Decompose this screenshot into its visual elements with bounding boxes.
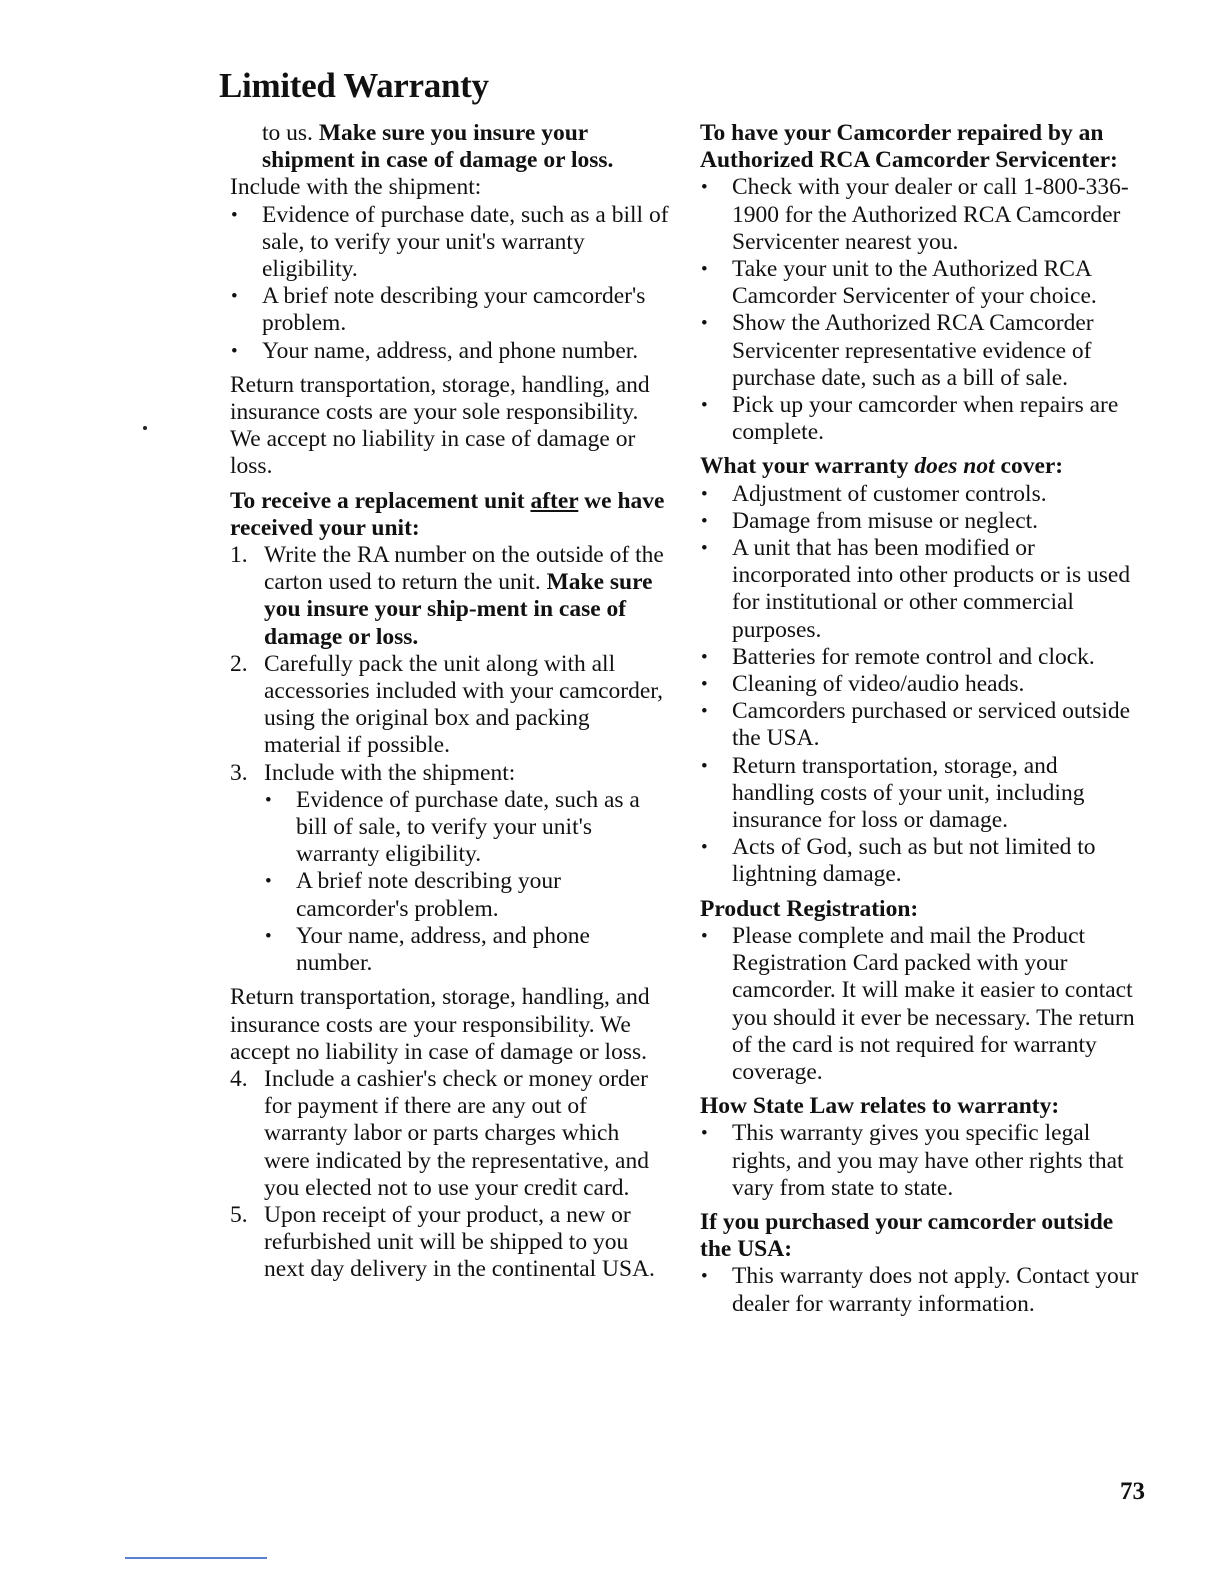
list-item: • Evidence of purchase date, such as a bill of sale, to verify your unit's warranty eligibility. bbox=[230, 202, 670, 284]
return-note: Return transportation, storage, handling, and insurance costs are your sole responsibility. We accept no liability in case of damage or loss. bbox=[230, 371, 650, 480]
step-text: Upon receipt of your product, a new or refurbished unit will be shipped to you next day delivery in the continental USA. bbox=[264, 1201, 655, 1283]
stray-mark bbox=[143, 426, 147, 430]
step3-sublist bbox=[264, 787, 670, 977]
step-text: Write the RA number on the outside of the carton used to return the unit. bbox=[264, 542, 664, 596]
intro-continuation bbox=[230, 120, 670, 174]
footer-rule bbox=[125, 1557, 267, 1559]
state-law-heading: How State Law relates to warranty: bbox=[700, 1093, 1060, 1120]
replacement-heading bbox=[230, 488, 670, 542]
step-number: 5. bbox=[230, 1201, 248, 1228]
list-item: • Pick up your camcorder when repairs are complete. bbox=[700, 392, 1140, 446]
heading-text: To receive a replacement unit bbox=[230, 487, 531, 514]
list-item: • Check with your dealer or call 1-800-336-1900 for the Authorized RCA Camcorder Servicenter nearest you. bbox=[700, 174, 1140, 256]
list-item: • Please complete and mail the Product Registration Card packed with your camcorder. It will make it easier to contact you should it ever be necessary. The return of the card is not required for warranty coverage. bbox=[700, 923, 1140, 1086]
page-title: Limited Warranty bbox=[219, 66, 489, 105]
step-number: 4. bbox=[230, 1065, 248, 1092]
list-item: • Your name, address, and phone number. bbox=[230, 338, 670, 365]
list-item: • Damage from misuse or neglect. bbox=[700, 508, 1140, 535]
list-item: • Adjustment of customer controls. bbox=[700, 481, 1140, 508]
list-item: • This warranty gives you specific legal rights, and you may have other rights that vary from state to state. bbox=[700, 1120, 1140, 1202]
step-item bbox=[230, 1202, 670, 1284]
list-item: • Take your unit to the Authorized RCA Camcorder Servicenter of your choice. bbox=[700, 256, 1140, 310]
intro-text: to us. bbox=[262, 120, 319, 146]
heading-emphasis: after bbox=[530, 487, 579, 514]
outside-usa-heading: If you purchased your camcorder outside the USA: bbox=[700, 1208, 1114, 1263]
heading-text: cover: bbox=[994, 453, 1064, 480]
list-item: • Show the Authorized RCA Camcorder Servicenter representative evidence of purchase date, such as a bill of sale. bbox=[700, 310, 1140, 392]
list-item: • Cleaning of video/audio heads. bbox=[700, 671, 1140, 698]
step-number: 2. bbox=[230, 650, 248, 677]
list-item: • Your name, address, and phone number. bbox=[264, 923, 670, 977]
list-item: • Batteries for remote control and clock. bbox=[700, 644, 1140, 671]
replacement-steps bbox=[230, 542, 670, 977]
heading-text: What your warranty bbox=[700, 453, 915, 480]
list-item: • Evidence of purchase date, such as a bill of sale, to verify your unit's warranty eligibility. bbox=[264, 787, 670, 869]
include-list bbox=[230, 202, 670, 365]
step-text: Include a cashier's check or money order for payment if there are any out of warranty labor or parts charges which were indicated by the representative, and you elected not to use your credit card. bbox=[264, 1065, 649, 1201]
state-law-list bbox=[700, 1120, 1140, 1202]
step-number: 3. bbox=[230, 759, 248, 786]
include-label: Include with the shipment: bbox=[230, 174, 482, 201]
step-item bbox=[230, 542, 670, 651]
replacement-steps-later bbox=[230, 1066, 670, 1284]
step-item bbox=[230, 651, 670, 760]
list-item: • Return transportation, storage, and handling costs of your unit, including insurance for loss or damage. bbox=[700, 753, 1140, 835]
heading-emphasis: does not bbox=[914, 453, 995, 480]
list-item: • A brief note describing your camcorder's problem. bbox=[264, 868, 670, 922]
list-item: • A brief note describing your camcorder's problem. bbox=[230, 283, 670, 337]
list-item: • Camcorders purchased or serviced outside the USA. bbox=[700, 698, 1140, 752]
outside-usa-list bbox=[700, 1263, 1140, 1317]
list-item: • A unit that has been modified or incorporated into other products or is used for institutional or other commercial purposes. bbox=[700, 535, 1140, 644]
not-cover-heading bbox=[700, 453, 1140, 480]
step-text: Carefully pack the unit along with all accessories included with your camcorder, using the original box and packing material if possible. bbox=[264, 650, 664, 759]
step-number: 1. bbox=[230, 542, 248, 569]
repair-list bbox=[700, 174, 1140, 446]
page-number: 73 bbox=[1120, 1478, 1145, 1505]
registration-list bbox=[700, 923, 1140, 1086]
heading-text: we have received your unit: bbox=[230, 487, 665, 541]
step-warning: Make sure you insure your ship-ment in case of damage or loss. bbox=[264, 569, 653, 650]
repair-heading: To have your Camcorder repaired by an Authorized RCA Camcorder Servicenter: bbox=[700, 120, 1118, 174]
right-column bbox=[700, 120, 1140, 1318]
not-cover-list bbox=[700, 481, 1140, 889]
intro-warning: Make sure you insure your shipment in case of damage or loss. bbox=[262, 120, 614, 174]
return-note: Return transportation, storage, handling, and insurance costs are your responsibility. We accept no liability in case of damage or loss. bbox=[230, 984, 650, 1065]
step-item bbox=[230, 760, 670, 978]
step-item bbox=[230, 1066, 670, 1202]
left-column bbox=[230, 120, 670, 1284]
list-item: • Acts of God, such as but not limited to lightning damage. bbox=[700, 834, 1140, 888]
registration-heading: Product Registration: bbox=[700, 895, 919, 922]
list-item: • This warranty does not apply. Contact your dealer for warranty information. bbox=[700, 1263, 1140, 1317]
step-text: Include with the shipment: bbox=[264, 759, 516, 786]
